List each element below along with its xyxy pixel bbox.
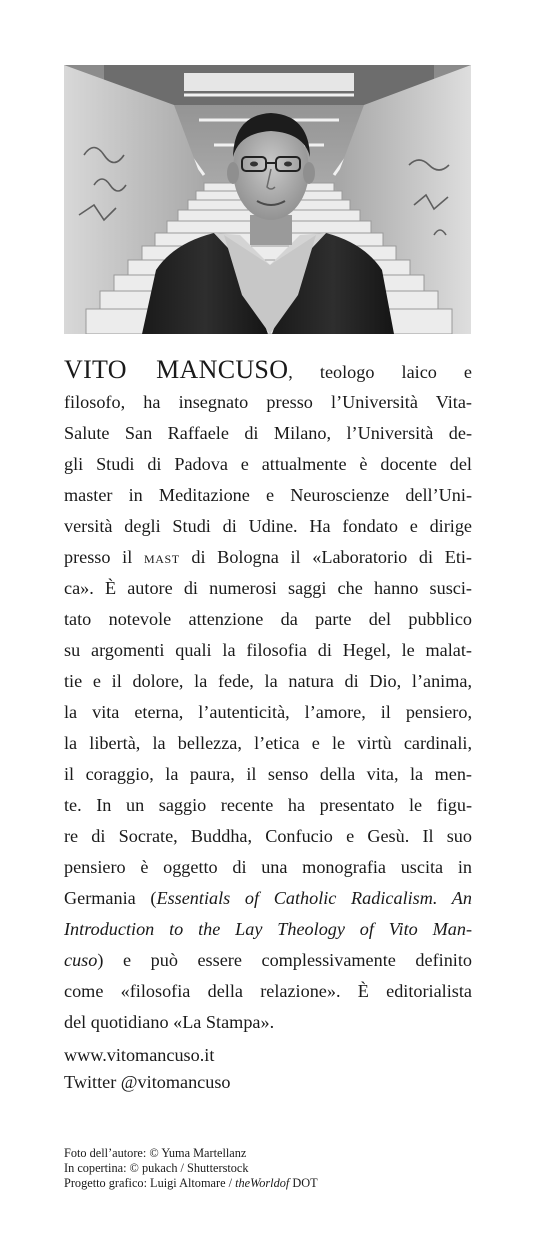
bio-line: il coraggio, la paura, il senso della vita, la men-	[64, 764, 472, 784]
bio-line: gli Studi di Padova e attualmente è docente del	[64, 454, 472, 474]
bio-line: filosofo, ha insegnato presso l’Università Vita-	[64, 392, 472, 412]
bio-line: tie e il dolore, la fede, la natura di Dio, l’anima,	[64, 671, 472, 691]
bio-line: la libertà, la bellezza, l’etica e le virtù cardinali,	[64, 733, 472, 753]
bio-line: presso il MAST di Bologna il «Laboratorio di Eti-	[64, 547, 472, 567]
bio-line: come «filosofia della relazione». È editorialista	[64, 981, 472, 1001]
bio-line: la vita eterna, l’autenticità, l’amore, il pensiero,	[64, 702, 472, 722]
book-title: Essentials of Catholic Radicalism. An	[156, 888, 473, 908]
bio-line: su argomenti quali la filosofia di Hegel, le malat-	[64, 640, 472, 660]
bio-line: cuso) e può essere complessivamente definito	[64, 950, 472, 970]
photo-credit: Foto dell’autore: © Yuma Martellanz	[64, 1146, 247, 1160]
bio-line: del quotidiano «La Stampa».	[64, 1012, 275, 1032]
bio-line: versità degli Studi di Udine. Ha fondato e dirige	[64, 516, 472, 536]
author-portrait-image	[64, 65, 471, 334]
bio-line: Salute San Raffaele di Milano, l’Università de-	[64, 423, 472, 443]
design-credit: Progetto grafico: Luigi Altomare / theWorldof DOT	[64, 1176, 318, 1190]
mast-abbreviation: MAST	[143, 552, 180, 566]
author-links	[64, 1042, 231, 1096]
cover-credit: In copertina: © pukach / Shutterstock	[64, 1161, 249, 1175]
author-photo	[64, 65, 471, 334]
website-link[interactable]: www.vitomancuso.it	[64, 1045, 215, 1065]
bio-line: Germania (Essentials of Catholic Radicalism. An	[64, 888, 473, 908]
bio-line: re di Socrate, Buddha, Confucio e Gesù. Il suo	[64, 826, 472, 846]
bio-line: VITO MANCUSO, teologo laico e	[64, 355, 472, 384]
twitter-handle[interactable]: Twitter @vitomancuso	[64, 1072, 231, 1092]
bio-line: pensiero è oggetto di una monografia uscita in	[64, 857, 472, 877]
credits	[64, 1146, 318, 1191]
bio-line: ca». È autore di numerosi saggi che hanno susci-	[64, 578, 472, 598]
author-name: VITO MANCUSO	[64, 355, 289, 384]
bio-line: Introduction to the Lay Theology of Vito Man-	[64, 919, 472, 939]
author-biography	[64, 353, 472, 1038]
bio-line: master in Meditazione e Neuroscienze dell’Uni-	[64, 485, 472, 505]
bio-line: te. In un saggio recente ha presentato le figu-	[64, 795, 472, 815]
bio-line: tato notevole attenzione da parte del pubblico	[64, 609, 472, 629]
